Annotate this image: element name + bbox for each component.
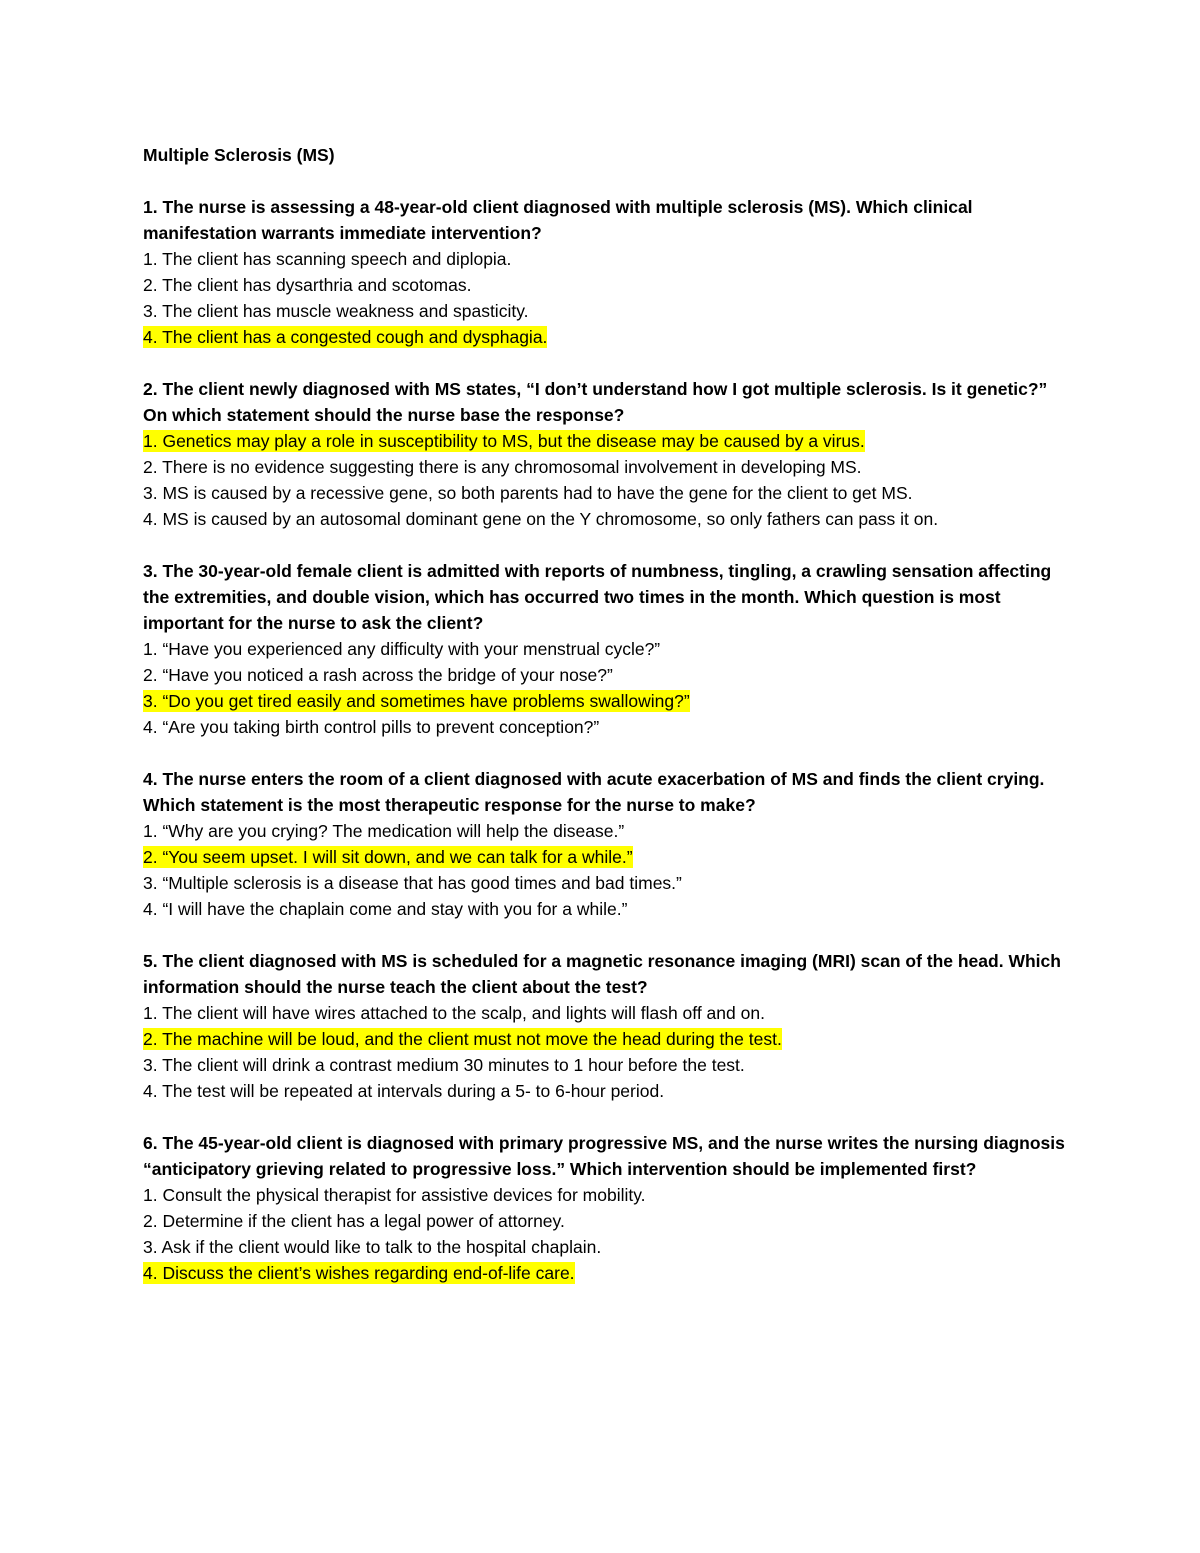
option-text: 2. The client has dysarthria and scotomas. [143,275,472,295]
question-stem: 6. The 45-year-old client is diagnosed with primary progressive MS, and the nurse writes the nursing diagnosis “anticipatory grieving related to progressive loss.” Which intervention should be implemented first? [143,1133,1065,1179]
option-text: 4. “Are you taking birth control pills to prevent conception?” [143,717,600,737]
option-text: 1. “Have you experienced any difficulty with your menstrual cycle?” [143,639,661,659]
option-text: 1. “Why are you crying? The medication will help the disease.” [143,821,625,841]
answer-option [143,896,1073,922]
question-stem: 2. The client newly diagnosed with MS states, “I don’t understand how I got multiple sclerosis. Is it genetic?” On which statement should the nurse base the response? [143,379,1048,425]
highlighted-answer-option [143,844,1073,870]
option-text: 3. “Multiple sclerosis is a disease that has good times and bad times.” [143,873,682,893]
option-text: 3. Ask if the client would like to talk to the hospital chaplain. [143,1237,602,1257]
question-block [143,1130,1073,1286]
option-text: 2. The machine will be loud, and the client must not move the head during the test. [143,1029,782,1049]
answer-option [143,870,1073,896]
answer-option [143,246,1073,272]
answer-options [143,246,1073,350]
option-text: 1. Genetics may play a role in susceptibility to MS, but the disease may be caused by a virus. [143,431,865,451]
option-text: 1. The client will have wires attached to the scalp, and lights will flash off and on. [143,1003,765,1023]
highlighted-answer-option [143,1026,1073,1052]
option-text: 2. There is no evidence suggesting there is any chromosomal involvement in developing MS. [143,457,862,477]
option-text: 3. The client will drink a contrast medium 30 minutes to 1 hour before the test. [143,1055,745,1075]
question-stem: 3. The 30-year-old female client is admitted with reports of numbness, tingling, a crawling sensation affecting the extremities, and double vision, which has occurred two times in the month. Which question is most important for the nurse to ask the client? [143,561,1052,633]
question-block [143,558,1073,740]
answer-option [143,272,1073,298]
answer-options [143,636,1073,740]
option-text: 4. Discuss the client’s wishes regarding end-of-life care. [143,1263,575,1283]
document-title: Multiple Sclerosis (MS) [143,145,335,165]
option-text: 1. Consult the physical therapist for assistive devices for mobility. [143,1185,646,1205]
question-list [143,194,1073,1286]
highlighted-answer-option [143,1260,1073,1286]
answer-option [143,1052,1073,1078]
option-text: 4. “I will have the chaplain come and stay with you for a while.” [143,899,628,919]
question-block [143,194,1073,350]
answer-option [143,454,1073,480]
option-text: 4. The test will be repeated at intervals during a 5- to 6-hour period. [143,1081,665,1101]
answer-options [143,818,1073,922]
question-block [143,766,1073,922]
option-text: 3. MS is caused by a recessive gene, so both parents had to have the gene for the client to get MS. [143,483,913,503]
highlighted-answer-option [143,688,1073,714]
answer-option [143,1208,1073,1234]
option-text: 3. The client has muscle weakness and spasticity. [143,301,529,321]
option-text: 2. “You seem upset. I will sit down, and we can talk for a while.” [143,847,633,867]
answer-option [143,636,1073,662]
highlighted-answer-option [143,324,1073,350]
answer-option [143,662,1073,688]
answer-option [143,1000,1073,1026]
answer-option [143,1234,1073,1260]
answer-option [143,298,1073,324]
answer-option [143,1078,1073,1104]
answer-options [143,428,1073,532]
question-block [143,948,1073,1104]
answer-option [143,818,1073,844]
answer-options [143,1000,1073,1104]
answer-option [143,1182,1073,1208]
answer-option [143,506,1073,532]
document-page [143,142,1073,1286]
option-text: 2. “Have you noticed a rash across the bridge of your nose?” [143,665,613,685]
question-stem: 5. The client diagnosed with MS is scheduled for a magnetic resonance imaging (MRI) scan of the head. Which information should the nurse teach the client about the test? [143,951,1061,997]
option-text: 3. “Do you get tired easily and sometimes have problems swallowing?” [143,691,690,711]
option-text: 4. MS is caused by an autosomal dominant gene on the Y chromosome, so only fathers can pass it on. [143,509,939,529]
answer-options [143,1182,1073,1286]
option-text: 1. The client has scanning speech and diplopia. [143,249,512,269]
answer-option [143,714,1073,740]
question-stem: 1. The nurse is assessing a 48-year-old client diagnosed with multiple sclerosis (MS). Which clinical manifestation warrants immediate intervention? [143,197,973,243]
highlighted-answer-option [143,428,1073,454]
option-text: 4. The client has a congested cough and dysphagia. [143,327,548,347]
option-text: 2. Determine if the client has a legal power of attorney. [143,1211,565,1231]
question-block [143,376,1073,532]
answer-option [143,480,1073,506]
question-stem: 4. The nurse enters the room of a client diagnosed with acute exacerbation of MS and finds the client crying. Which statement is the most therapeutic response for the nurse to make? [143,769,1045,815]
